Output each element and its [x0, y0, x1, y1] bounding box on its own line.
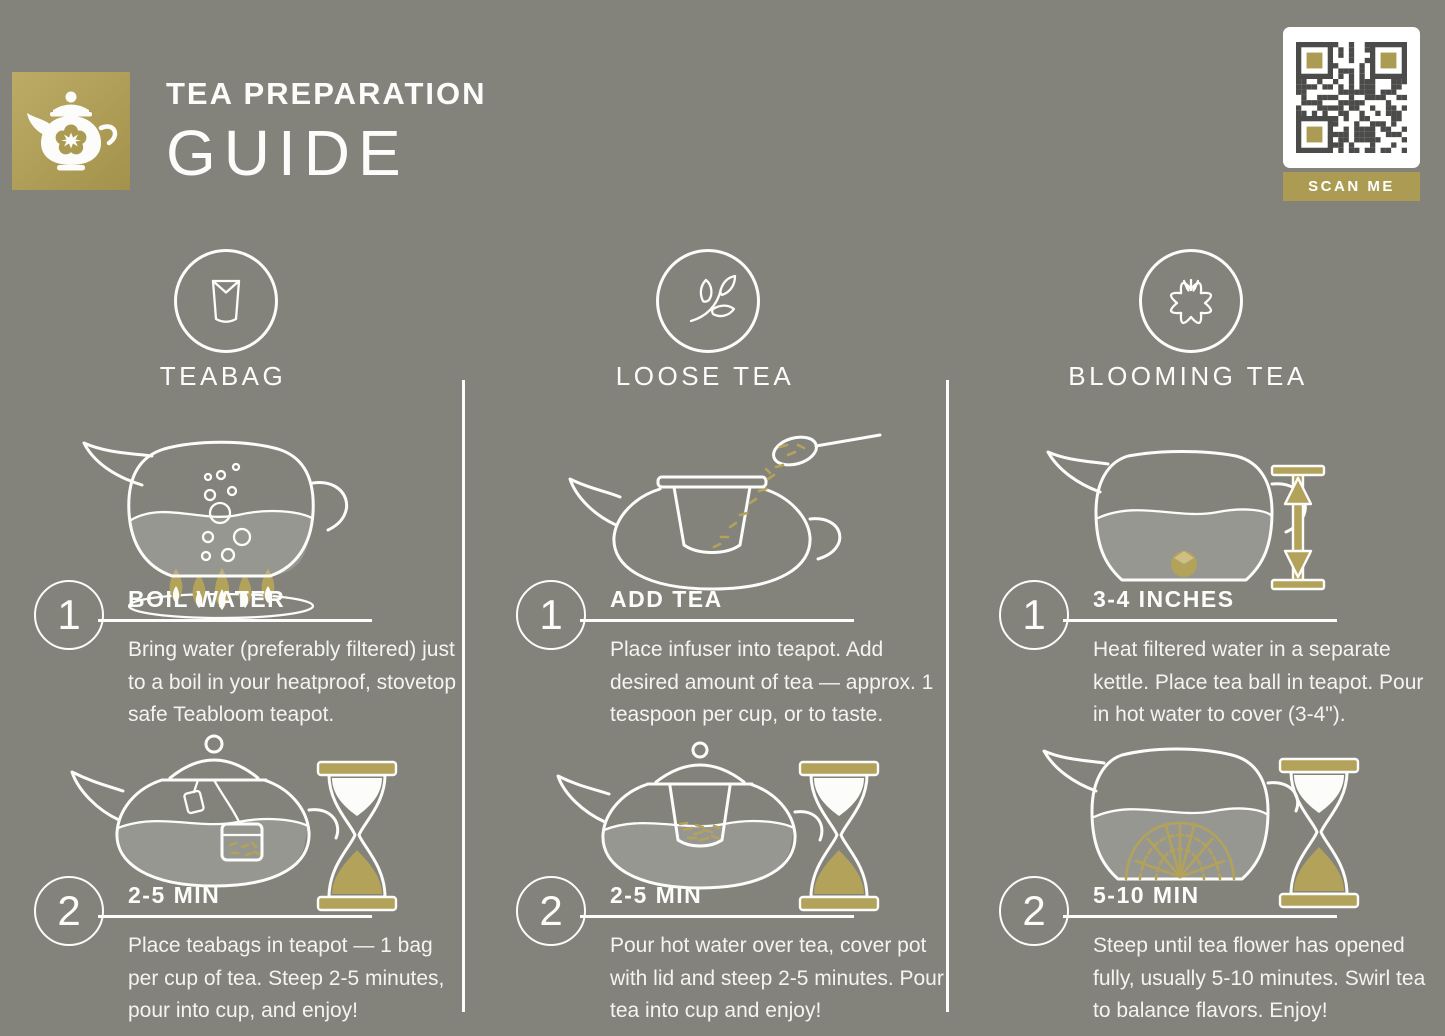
step-rule: [580, 619, 854, 622]
step-number: 2: [999, 876, 1069, 946]
step-rule: [98, 619, 372, 622]
scan-me-badge: SCAN ME: [1283, 172, 1420, 201]
step-description: Steep until tea flower has opened fully, usually 5-10 minutes. Swirl tea to balance flavors. Enjoy!: [1093, 934, 1426, 1023]
teaspoon-icon: [770, 432, 880, 469]
hourglass-icon: [318, 762, 396, 910]
tea-ball-icon: [1171, 551, 1197, 577]
step-number: 1: [999, 580, 1069, 650]
teapot-loose-tea-hourglass-illustration: [530, 728, 890, 928]
column-title-teabag: TEABAG: [159, 361, 287, 391]
qr-pattern: [1296, 42, 1407, 153]
step-number: 1: [34, 580, 104, 650]
qr-code: [1283, 27, 1420, 168]
poster-title-line2: GUIDE: [166, 117, 409, 189]
step-title: 5-10 MIN: [1093, 882, 1200, 908]
step-rule: [1063, 915, 1337, 918]
tea-leaves-icon: [679, 273, 737, 329]
brand-logo: [12, 72, 130, 190]
column-title-blooming-tea: BLOOMING TEA: [1068, 361, 1308, 391]
step-rule: [1063, 619, 1337, 622]
category-circle-blooming-tea: [1139, 249, 1243, 353]
step-rule: [98, 915, 372, 918]
step-title: 2-5 MIN: [128, 882, 221, 908]
step-description: Pour hot water over tea, cover pot with lid and steep 2-5 minutes. Pour tea into cup and enjoy!: [610, 934, 944, 1023]
step-number: 2: [34, 876, 104, 946]
column-title-loose-tea: LOOSE TEA: [615, 361, 795, 391]
teapot-teabag-hourglass-illustration: [48, 728, 408, 928]
poster-title-line1: TEA PREPARATION: [166, 76, 487, 111]
step-title: BOIL WATER: [128, 586, 286, 612]
step-description: Bring water (preferably filtered) just to a boil in your heatproof, stovetop safe Teabloom teapot.: [128, 638, 457, 727]
step-number: 2: [516, 876, 586, 946]
teapot-logo-icon: [23, 83, 119, 179]
step-title: ADD TEA: [610, 586, 723, 612]
teabag-icon: [200, 273, 252, 329]
hourglass-icon: [1280, 759, 1358, 907]
category-circle-loose-tea: [656, 249, 760, 353]
hourglass-icon: [800, 762, 878, 910]
step-description: Heat filtered water in a separate kettle. Place tea ball in teapot. Pour in hot water to cover (3-4").: [1093, 638, 1424, 727]
step-title: 2-5 MIN: [610, 882, 703, 908]
blooming-flower-icon: [1163, 273, 1219, 329]
step-rule: [580, 915, 854, 918]
step-description: Place infuser into teapot. Add desired amount of tea — approx. 1 teaspoon per cup, or to taste.: [610, 638, 934, 727]
step-description: Place teabags in teapot — 1 bag per cup of tea. Steep 2-5 minutes, pour into cup, and enjoy!: [128, 934, 445, 1023]
step-title: 3-4 INCHES: [1093, 586, 1235, 612]
category-circle-teabag: [174, 249, 278, 353]
falling-tea-leaves: [714, 445, 804, 547]
step-number: 1: [516, 580, 586, 650]
